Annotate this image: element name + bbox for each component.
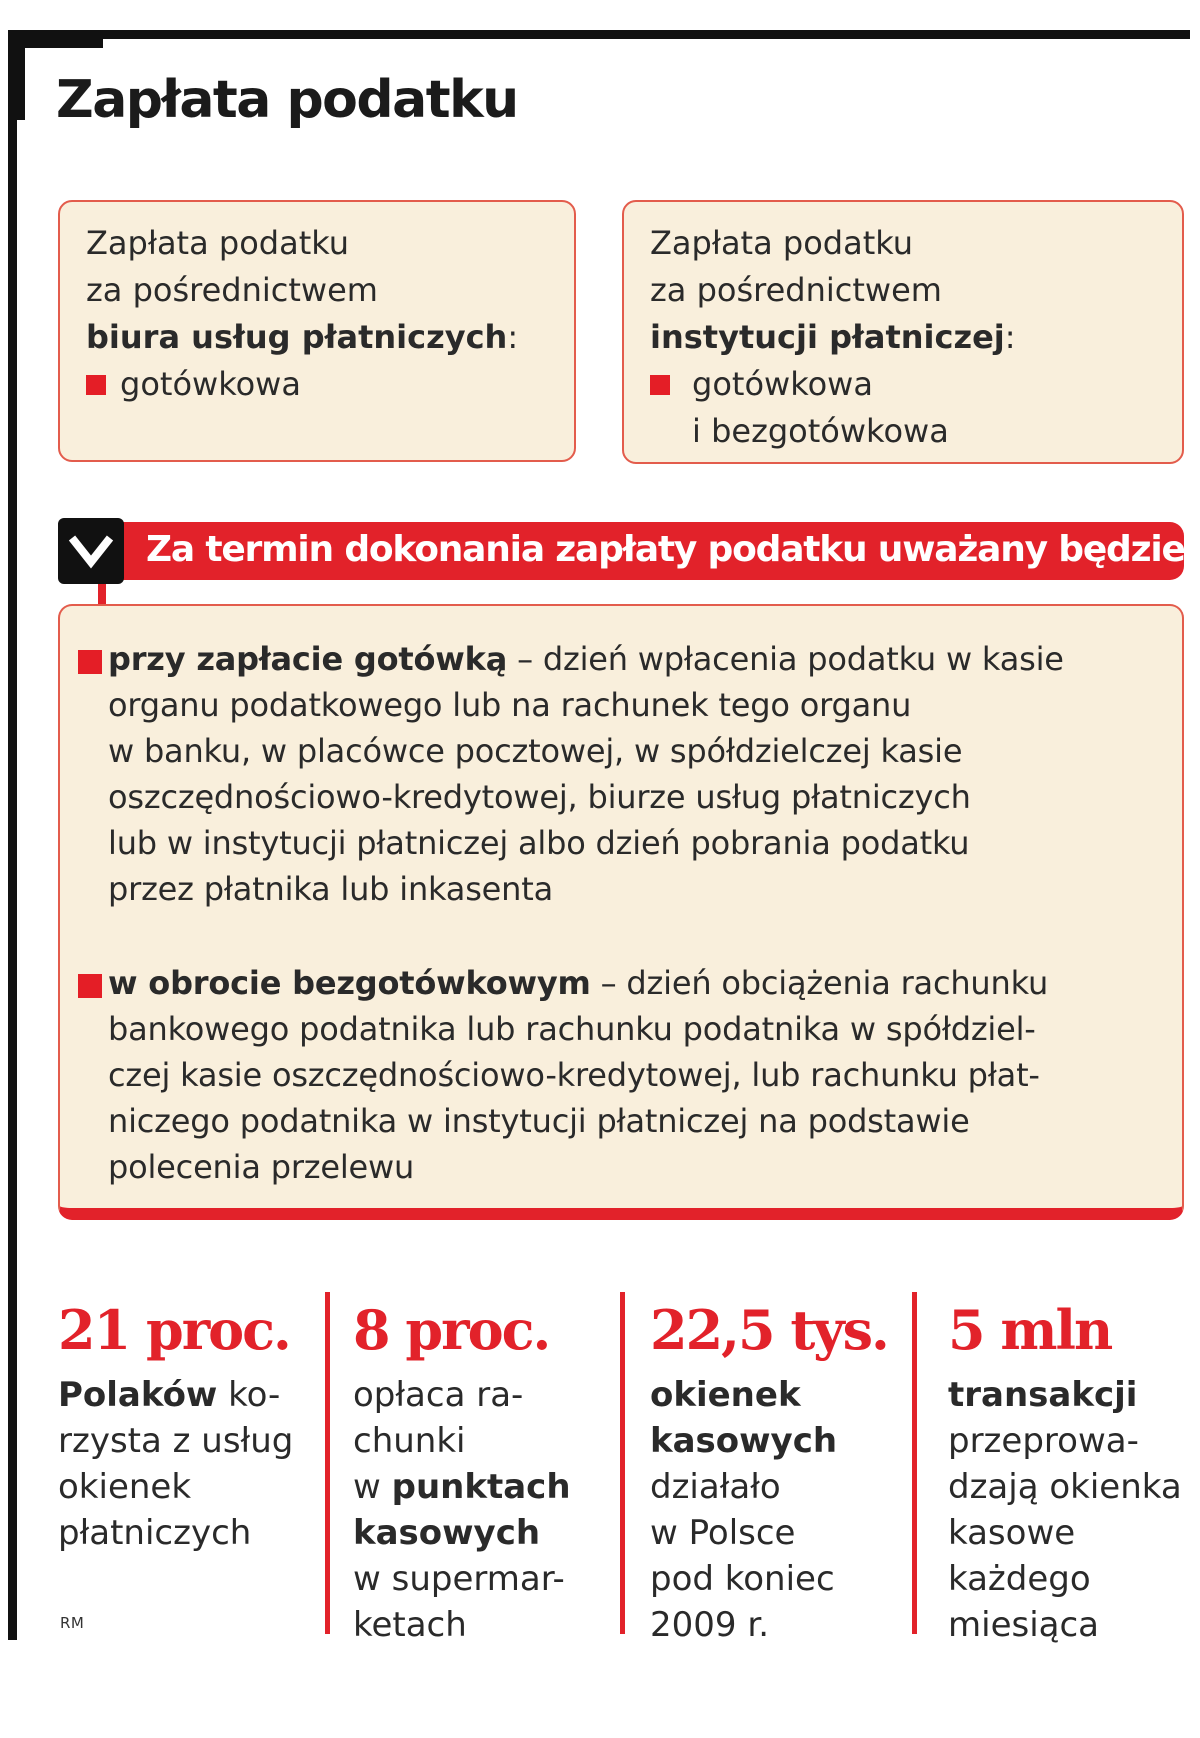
stat-line: 2009 r.: [650, 1605, 769, 1645]
box-right-bullet-line2: i bezgotówkowa: [692, 412, 949, 450]
box-right-bullet: [692, 361, 949, 455]
stat-card: [58, 1300, 320, 1640]
box-left-bullet-row: [86, 361, 554, 408]
stat-line: każdego: [948, 1559, 1091, 1599]
payment-date-rules-box: [58, 604, 1184, 1220]
stat-line: w Polsce: [650, 1513, 796, 1553]
cashless-line1: [108, 960, 1158, 1006]
stat-line: opłaca ra-: [353, 1375, 524, 1415]
box-right-emphasis-line: [650, 314, 1162, 361]
stat-line: rzysta z usług: [58, 1421, 294, 1461]
stat-line: chunki: [353, 1421, 466, 1461]
cash-line4: oszczędnościowo-kredytowej, biurze usług płatniczych: [108, 778, 971, 816]
box-left-line2: za pośrednictwem: [86, 271, 378, 309]
stat-line: pod koniec: [650, 1559, 835, 1599]
stat-line: [650, 1372, 912, 1418]
stat-text: ko-: [217, 1375, 281, 1415]
red-square-bullet-icon: [650, 375, 670, 395]
stat-value: 5 mln: [948, 1298, 1112, 1362]
box-left-colon: :: [507, 318, 519, 356]
cashless-line1-text: – dzień obciążenia rachunku: [590, 964, 1049, 1002]
stat-line: [353, 1510, 615, 1556]
cashless-lead: w obrocie bezgotówkowym: [108, 964, 591, 1002]
banner-connector: [98, 584, 106, 606]
stat-description: [948, 1372, 1198, 1648]
box-left-line1: Zapłata podatku: [86, 224, 350, 262]
stat-text: w: [353, 1467, 392, 1507]
cash-payment-paragraph: [108, 636, 1158, 912]
stat-line: miesiąca: [948, 1605, 1100, 1645]
cash-line6: przez płatnika lub inkasenta: [108, 870, 554, 908]
banner-text: Za termin dokonania zapłaty podatku uważany będzie:: [146, 529, 1198, 570]
stat-line: [353, 1464, 615, 1510]
payment-via-billing-office-box: [58, 200, 576, 462]
box-left-bullet: gotówkowa: [120, 365, 301, 403]
box-right-line2: za pośrednictwem: [650, 271, 942, 309]
box-left-emphasis-line: [86, 314, 554, 361]
red-square-bullet-icon: [78, 650, 102, 674]
cash-line1: [108, 636, 1158, 682]
stat-line: [58, 1372, 320, 1418]
stat-value: 8 proc.: [353, 1298, 550, 1362]
cashless-line4: niczego podatnika w instytucji płatniczej na podstawie: [108, 1102, 970, 1140]
stat-description: [650, 1372, 912, 1648]
cash-line1-text: – dzień wpłacenia podatku w kasie: [507, 640, 1064, 678]
stat-bold: Polaków: [58, 1375, 218, 1415]
red-square-bullet-icon: [78, 974, 102, 998]
red-square-bullet-icon: [86, 375, 106, 395]
box-left-bold: biura usług płatniczych: [86, 318, 508, 356]
stat-line: ketach: [353, 1605, 467, 1645]
cashless-line5: polecenia przelewu: [108, 1148, 415, 1186]
payment-via-payment-institution-box: [622, 200, 1184, 464]
stat-bold: kasowych: [650, 1421, 838, 1461]
stat-divider: [325, 1292, 330, 1634]
box-right-bullet-line1: gotówkowa: [692, 365, 873, 403]
stat-line: płatniczych: [58, 1513, 252, 1553]
stat-bold: kasowych: [353, 1513, 541, 1553]
box-right-line1: Zapłata podatku: [650, 224, 914, 262]
page-title: Zapłata podatku: [56, 70, 518, 130]
cashless-line3: czej kasie oszczędnościowo-kredytowej, lub rachunku płat-: [108, 1056, 1040, 1094]
cash-line5: lub w instytucji płatniczej albo dzień pobrania podatku: [108, 824, 970, 862]
frame-corner-cap: [8, 30, 103, 48]
stat-line: w supermar-: [353, 1559, 565, 1599]
box-right-colon: :: [1004, 318, 1016, 356]
stat-line: działało: [650, 1467, 781, 1507]
stat-value: 22,5 tys.: [650, 1298, 888, 1362]
cash-line2: organu podatkowego lub na rachunek tego organu: [108, 686, 912, 724]
stat-line: [948, 1372, 1198, 1418]
stat-bold: punktach: [391, 1467, 571, 1507]
cashless-payment-paragraph: [108, 960, 1158, 1190]
frame-top-rule: [8, 30, 1190, 39]
payment-date-banner: [58, 518, 1198, 584]
stat-bold: transakcji: [948, 1375, 1138, 1415]
stat-line: przeprowa-: [948, 1421, 1139, 1461]
cash-line3: w banku, w placówce pocztowej, w spółdzielczej kasie: [108, 732, 963, 770]
stat-card: [353, 1298, 615, 1645]
cash-lead: przy zapłacie gotówką: [108, 640, 508, 678]
stat-divider: [620, 1292, 625, 1634]
stat-description: [353, 1372, 615, 1648]
stat-card: [948, 1298, 1198, 1645]
frame-left-rule: [8, 30, 17, 1640]
stat-line: kasowe: [948, 1513, 1076, 1553]
stat-line: dzają okienka: [948, 1467, 1182, 1507]
checkmark-icon: [58, 518, 124, 584]
stat-value: 21 proc.: [58, 1298, 290, 1362]
stat-card: [650, 1298, 912, 1645]
stat-divider: [912, 1292, 917, 1634]
stat-line: okienek: [58, 1467, 192, 1507]
cashless-line2: bankowego podatnika lub rachunku podatnika w spółdziel-: [108, 1010, 1036, 1048]
stat-line: [650, 1418, 912, 1464]
box-right-bold: instytucji płatniczej: [650, 318, 1005, 356]
author-credit: RM: [60, 1614, 85, 1632]
stat-bold: okienek: [650, 1375, 801, 1415]
box-right-bullet-row: [650, 361, 1162, 455]
stat-description: [58, 1372, 320, 1556]
